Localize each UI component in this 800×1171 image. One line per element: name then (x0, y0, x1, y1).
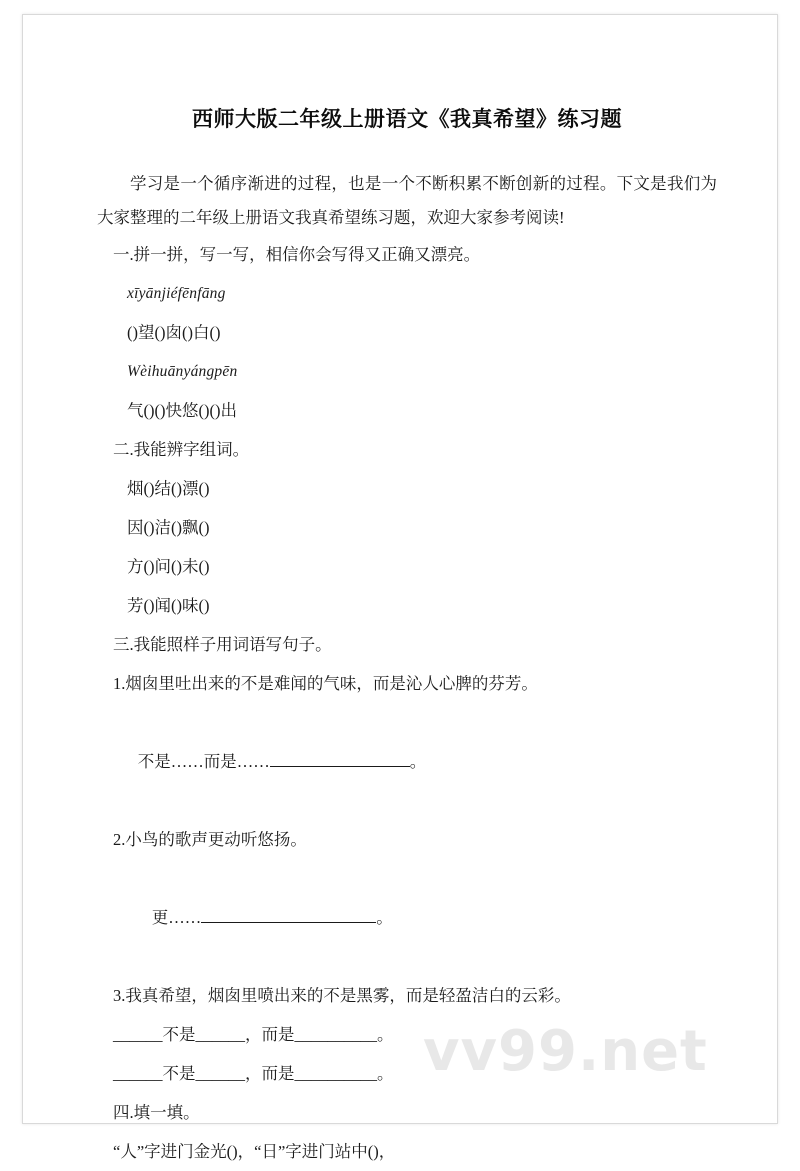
pinyin-line: Wèihuānyángpēn (127, 363, 238, 380)
exercise-line: 因()洁()飘() (127, 518, 210, 537)
document-page (22, 14, 778, 1161)
exercise-line: “人”字进门金光()，“日”字进门站中()， (113, 1142, 396, 1161)
write-blank[interactable] (201, 907, 376, 923)
exercise-line: 气()()快悠()()出 (127, 401, 237, 420)
answer-tail: 。 (409, 752, 427, 771)
intro-paragraph: 学习是一个循序渐进的过程，也是一个不断积累不断创新的过程。下文是我们为大家整理的二年级上册语文我真希望练习题，欢迎大家参考阅读! (97, 174, 717, 227)
document-content (97, 15, 717, 1171)
exercise-line: 2.小鸟的歌声更动听悠扬。 (113, 830, 307, 849)
watermark: vv99.net (423, 1019, 708, 1084)
answer-tail: 。 (376, 908, 393, 927)
exercise-line: 1.烟囱里吐出来的不是难闻的气味，而是沁人心脾的芬芳。 (113, 674, 538, 693)
exercise-answer-line (97, 703, 717, 820)
exercise-line: ()望()囱()白() (127, 323, 221, 342)
answer-prompt: 更…… (151, 908, 202, 927)
exercise-line: ______不是______，而是__________。 (113, 1025, 394, 1044)
exercise-line: 3.我真希望，烟囱里喷出来的不是黑雾，而是轻盈洁白的云彩。 (113, 986, 571, 1005)
pinyin-line: xīyānjiéfēnfāng (127, 285, 226, 302)
exercise-line: 芳()闻()味() (127, 596, 210, 615)
exercise-line: 一.拼一拼，写一写，相信你会写得又正确又漂亮。 (113, 245, 481, 264)
exercise-line: 二.我能辨字组词。 (113, 440, 250, 459)
exercise-line: 方()问()未() (127, 557, 210, 576)
exercise-line: ______不是______，而是__________。 (113, 1064, 394, 1083)
write-blank[interactable] (270, 751, 410, 767)
exercise-line: 烟()结()漂() (127, 479, 210, 498)
exercise-line: 四.填一填。 (113, 1103, 200, 1122)
exercise-answer-line (97, 859, 717, 976)
answer-prompt: 不是……而是…… (137, 752, 270, 771)
page-title: 西师大版二年级上册语文《我真希望》练习题 (192, 107, 622, 131)
exercise-line: 三.我能照样子用词语写句子。 (113, 635, 332, 654)
